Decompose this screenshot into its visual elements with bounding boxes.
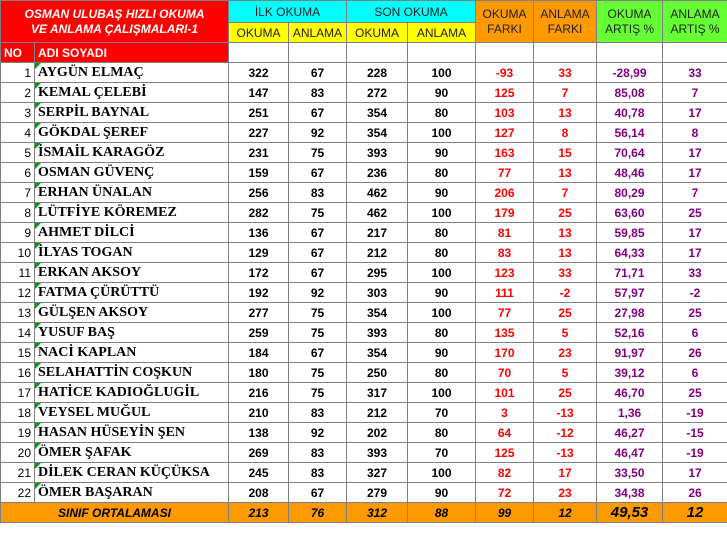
sinif-ortalamasi-label: SINIF ORTALAMASI [1,503,229,523]
anlama-artis: -2 [663,283,727,303]
student-name: YUSUF BAŞ [35,323,229,343]
son-anlama: 90 [408,83,476,103]
son-anlama: 80 [408,103,476,123]
okuma-farki: 111 [476,283,534,303]
okuma-farki-line2: FARKI [487,21,522,36]
son-okuma: 317 [347,383,408,403]
son-anlama: 90 [408,143,476,163]
okuma-artis-line1: OKUMA [607,6,652,21]
table-row [1,283,727,303]
ilk-anlama: 67 [289,483,347,503]
student-name: GÜLŞEN AKSOY [35,303,229,323]
ilk-anlama: 67 [289,263,347,283]
okuma-farki: 127 [476,123,534,143]
student-name: İSMAİL KARAGÖZ [35,143,229,163]
okuma-artis: 48,46 [597,163,663,183]
son-anlama: 80 [408,363,476,383]
son-okuma: 354 [347,123,408,143]
okuma-farki: 101 [476,383,534,403]
blank-cell [476,43,534,63]
son-okuma: 462 [347,183,408,203]
ilk-anlama: 67 [289,63,347,83]
anlama-farki: 5 [534,323,597,343]
ilk-okuma: 180 [229,363,289,383]
sheet-title [1,1,229,43]
son-okuma-sub-okuma: OKUMA [347,23,408,43]
son-anlama: 100 [408,63,476,83]
son-okuma: 354 [347,103,408,123]
anlama-artis: 17 [663,143,727,163]
student-name: ERHAN ÜNALAN [35,183,229,203]
anlama-artis: 17 [663,163,727,183]
ilk-anlama: 83 [289,83,347,103]
student-name: FATMA ÇÜRÜTTÜ [35,283,229,303]
avg-ilk-okuma: 213 [229,503,289,523]
row-no: 7 [1,183,35,203]
son-anlama: 80 [408,163,476,183]
table-row [1,223,727,243]
okuma-artis: 85,08 [597,83,663,103]
ilk-okuma: 147 [229,83,289,103]
okuma-farki: 64 [476,423,534,443]
okuma-artis: 56,14 [597,123,663,143]
son-anlama: 80 [408,223,476,243]
okuma-artis: 70,64 [597,143,663,163]
blank-cell [597,43,663,63]
okuma-artis: 80,29 [597,183,663,203]
son-anlama: 100 [408,383,476,403]
ilk-okuma: 251 [229,103,289,123]
table-row [1,483,727,503]
table-row [1,403,727,423]
anlama-farki-line2: FARKI [547,21,583,36]
anlama-farki: 33 [534,63,597,83]
anlama-artis: 33 [663,263,727,283]
row-no: 10 [1,243,35,263]
avg-anlama-artis: 12 [663,503,727,523]
table-row [1,203,727,223]
student-name: ÖMER BAŞARAN [35,483,229,503]
header-row-1 [1,1,727,23]
student-name: AYGÜN ELMAÇ [35,63,229,83]
student-name: ERKAN AKSOY [35,263,229,283]
avg-son-anlama: 88 [408,503,476,523]
ilk-okuma: 282 [229,203,289,223]
anlama-farki-header [534,1,597,43]
row-no: 2 [1,83,35,103]
son-okuma: 393 [347,143,408,163]
footer-row [1,503,727,523]
blank-cell [663,43,727,63]
anlama-artis: 25 [663,203,727,223]
anlama-farki: 25 [534,383,597,403]
ilk-anlama: 75 [289,303,347,323]
ilk-okuma: 208 [229,483,289,503]
okuma-farki: 77 [476,303,534,323]
anlama-artis: 17 [663,463,727,483]
okuma-farki: 179 [476,203,534,223]
ilk-okuma: 210 [229,403,289,423]
son-anlama: 100 [408,303,476,323]
son-okuma: 303 [347,283,408,303]
son-anlama: 80 [408,243,476,263]
anlama-artis: 8 [663,123,727,143]
ilk-okuma: 256 [229,183,289,203]
no-header: NO [1,43,35,63]
title-line-2: VE ANLAMA ÇALIŞMALARI-1 [30,21,199,36]
table-row [1,143,727,163]
son-anlama: 80 [408,323,476,343]
row-no: 21 [1,463,35,483]
student-name: DİLEK CERAN KÜÇÜKSA [35,463,229,483]
okuma-artis: 71,71 [597,263,663,283]
okuma-farki: 103 [476,103,534,123]
son-anlama: 70 [408,443,476,463]
okuma-artis: 57,97 [597,283,663,303]
ilk-okuma: 277 [229,303,289,323]
student-name: VEYSEL MUĞUL [35,403,229,423]
son-okuma: 354 [347,343,408,363]
anlama-artis-line2: ARTIŞ % [670,21,720,36]
table-row [1,463,727,483]
son-okuma: 354 [347,303,408,323]
row-no: 14 [1,323,35,343]
row-no: 15 [1,343,35,363]
okuma-farki: 3 [476,403,534,423]
table-row [1,343,727,363]
blank-cell [347,43,408,63]
anlama-artis: 6 [663,323,727,343]
table-row [1,323,727,343]
okuma-artis: 64,33 [597,243,663,263]
student-name: KEMAL ÇELEBİ [35,83,229,103]
student-name: GÖKDAL ŞEREF [35,123,229,143]
ilk-okuma: 269 [229,443,289,463]
anlama-farki: -2 [534,283,597,303]
son-anlama: 90 [408,183,476,203]
okuma-artis: -28,99 [597,63,663,83]
anlama-farki: 7 [534,183,597,203]
header-row-3 [1,43,727,63]
okuma-farki: 170 [476,343,534,363]
ilk-anlama: 92 [289,123,347,143]
son-okuma: 228 [347,63,408,83]
anlama-artis: 26 [663,483,727,503]
anlama-farki: 25 [534,203,597,223]
table-row [1,123,727,143]
student-name: NACİ KAPLAN [35,343,229,363]
anlama-farki: 5 [534,363,597,383]
blank-cell [534,43,597,63]
anlama-artis: 7 [663,83,727,103]
student-name: LÜTFİYE KÖREMEZ [35,203,229,223]
okuma-farki-header [476,1,534,43]
okuma-artis: 46,47 [597,443,663,463]
ilk-anlama: 67 [289,163,347,183]
title-line-1: OSMAN ULUBAŞ HIZLI OKUMA [24,6,205,21]
ilk-anlama: 75 [289,383,347,403]
anlama-artis: -19 [663,403,727,423]
anlama-farki: 13 [534,163,597,183]
table-row [1,103,727,123]
ilk-okuma-sub-anlama: ANLAMA [289,23,347,43]
anlama-artis: 26 [663,343,727,363]
ilk-anlama: 83 [289,463,347,483]
adi-soyadi-header: ADI SOYADI [35,43,229,63]
son-okuma: 250 [347,363,408,383]
son-anlama: 90 [408,283,476,303]
ilk-anlama: 83 [289,443,347,463]
son-okuma: 393 [347,323,408,343]
avg-okuma-farki: 99 [476,503,534,523]
son-okuma: 212 [347,243,408,263]
table-row [1,423,727,443]
ilk-anlama: 92 [289,283,347,303]
anlama-artis: 6 [663,363,727,383]
row-no: 17 [1,383,35,403]
son-okuma: 212 [347,403,408,423]
avg-ilk-anlama: 76 [289,503,347,523]
table-row [1,383,727,403]
table-row [1,163,727,183]
row-no: 12 [1,283,35,303]
son-okuma-sub-anlama: ANLAMA [408,23,476,43]
ilk-okuma: 172 [229,263,289,283]
ilk-anlama: 67 [289,243,347,263]
row-no: 20 [1,443,35,463]
student-name: OSMAN GÜVENÇ [35,163,229,183]
son-okuma: 462 [347,203,408,223]
row-no: 13 [1,303,35,323]
ilk-anlama: 83 [289,403,347,423]
ilk-anlama: 75 [289,363,347,383]
son-anlama: 100 [408,463,476,483]
son-okuma: 236 [347,163,408,183]
ilk-okuma: 322 [229,63,289,83]
anlama-farki: 33 [534,263,597,283]
row-no: 4 [1,123,35,143]
avg-okuma-artis: 49,53 [597,503,663,523]
row-no: 22 [1,483,35,503]
ilk-okuma: 184 [229,343,289,363]
ilk-anlama: 75 [289,143,347,163]
son-anlama: 100 [408,203,476,223]
row-no: 11 [1,263,35,283]
ilk-okuma: 159 [229,163,289,183]
okuma-artis: 1,36 [597,403,663,423]
anlama-farki: 7 [534,83,597,103]
table-row [1,363,727,383]
ilk-anlama: 75 [289,203,347,223]
anlama-artis-header [663,1,727,43]
ilk-anlama: 92 [289,423,347,443]
row-no: 18 [1,403,35,423]
ilk-okuma: 227 [229,123,289,143]
anlama-artis: 17 [663,243,727,263]
son-okuma: 279 [347,483,408,503]
okuma-artis: 91,97 [597,343,663,363]
anlama-farki: -13 [534,403,597,423]
son-anlama: 100 [408,263,476,283]
anlama-artis: 17 [663,223,727,243]
okuma-artis: 33,50 [597,463,663,483]
student-name: SERPİL BAYNAL [35,103,229,123]
anlama-artis: 33 [663,63,727,83]
anlama-artis: 25 [663,303,727,323]
ilk-anlama: 67 [289,343,347,363]
ilk-okuma-header: İLK OKUMA [229,1,347,23]
anlama-farki: 15 [534,143,597,163]
table-row [1,183,727,203]
anlama-farki: -12 [534,423,597,443]
son-okuma-header: SON OKUMA [347,1,476,23]
row-no: 16 [1,363,35,383]
ilk-anlama: 67 [289,223,347,243]
anlama-farki: 17 [534,463,597,483]
row-no: 3 [1,103,35,123]
row-no: 6 [1,163,35,183]
okuma-artis: 39,12 [597,363,663,383]
row-no: 5 [1,143,35,163]
son-okuma: 327 [347,463,408,483]
ilk-okuma-sub-okuma: OKUMA [229,23,289,43]
ilk-okuma: 259 [229,323,289,343]
okuma-farki-line1: OKUMA [482,6,527,21]
anlama-artis: -19 [663,443,727,463]
okuma-artis: 46,70 [597,383,663,403]
avg-anlama-farki: 12 [534,503,597,523]
son-okuma: 217 [347,223,408,243]
table-body [1,63,727,503]
okuma-farki: 125 [476,83,534,103]
okuma-farki: 163 [476,143,534,163]
anlama-farki-line1: ANLAMA [540,6,590,21]
row-no: 1 [1,63,35,83]
okuma-farki: 123 [476,263,534,283]
son-okuma: 295 [347,263,408,283]
anlama-farki: 13 [534,223,597,243]
anlama-artis: -15 [663,423,727,443]
ilk-okuma: 245 [229,463,289,483]
anlama-farki: 8 [534,123,597,143]
okuma-artis: 34,38 [597,483,663,503]
okuma-farki: -93 [476,63,534,83]
anlama-artis: 25 [663,383,727,403]
table-row [1,83,727,103]
anlama-farki: 23 [534,483,597,503]
ilk-anlama: 67 [289,103,347,123]
table-row [1,63,727,83]
student-name: HASAN HÜSEYİN ŞEN [35,423,229,443]
student-name: İLYAS TOGAN [35,243,229,263]
son-anlama: 100 [408,123,476,143]
anlama-artis: 7 [663,183,727,203]
anlama-farki: 25 [534,303,597,323]
son-okuma: 202 [347,423,408,443]
okuma-artis: 63,60 [597,203,663,223]
ilk-okuma: 216 [229,383,289,403]
student-name: HATİCE KADIOĞLUGİL [35,383,229,403]
okuma-farki: 72 [476,483,534,503]
okuma-farki: 81 [476,223,534,243]
table-row [1,243,727,263]
okuma-artis-header [597,1,663,43]
okuma-artis: 59,85 [597,223,663,243]
okuma-farki: 206 [476,183,534,203]
okuma-artis: 40,78 [597,103,663,123]
ilk-okuma: 129 [229,243,289,263]
okuma-farki: 135 [476,323,534,343]
okuma-artis: 52,16 [597,323,663,343]
okuma-farki: 125 [476,443,534,463]
ilk-okuma: 192 [229,283,289,303]
okuma-artis-line2: ARTIŞ % [604,21,655,36]
anlama-farki: -13 [534,443,597,463]
okuma-artis: 46,27 [597,423,663,443]
avg-son-okuma: 312 [347,503,408,523]
okuma-farki: 82 [476,463,534,483]
anlama-farki: 13 [534,243,597,263]
anlama-farki: 23 [534,343,597,363]
son-anlama: 90 [408,343,476,363]
ilk-okuma: 136 [229,223,289,243]
okuma-artis: 27,98 [597,303,663,323]
blank-cell [289,43,347,63]
okuma-farki: 70 [476,363,534,383]
okuma-farki: 77 [476,163,534,183]
student-name: AHMET DİLCİ [35,223,229,243]
row-no: 9 [1,223,35,243]
son-okuma: 272 [347,83,408,103]
ilk-anlama: 75 [289,323,347,343]
blank-cell [229,43,289,63]
okuma-farki: 83 [476,243,534,263]
blank-cell [408,43,476,63]
row-no: 19 [1,423,35,443]
anlama-artis-line1: ANLAMA [670,6,720,21]
anlama-farki: 13 [534,103,597,123]
table-row [1,303,727,323]
son-okuma: 393 [347,443,408,463]
ilk-anlama: 83 [289,183,347,203]
row-no: 8 [1,203,35,223]
son-anlama: 90 [408,483,476,503]
table-row [1,443,727,463]
ilk-okuma: 138 [229,423,289,443]
son-anlama: 70 [408,403,476,423]
ilk-okuma: 231 [229,143,289,163]
anlama-artis: 17 [663,103,727,123]
student-name: SELAHATTİN COŞKUN [35,363,229,383]
table-row [1,263,727,283]
student-name: ÖMER ŞAFAK [35,443,229,463]
son-anlama: 80 [408,423,476,443]
